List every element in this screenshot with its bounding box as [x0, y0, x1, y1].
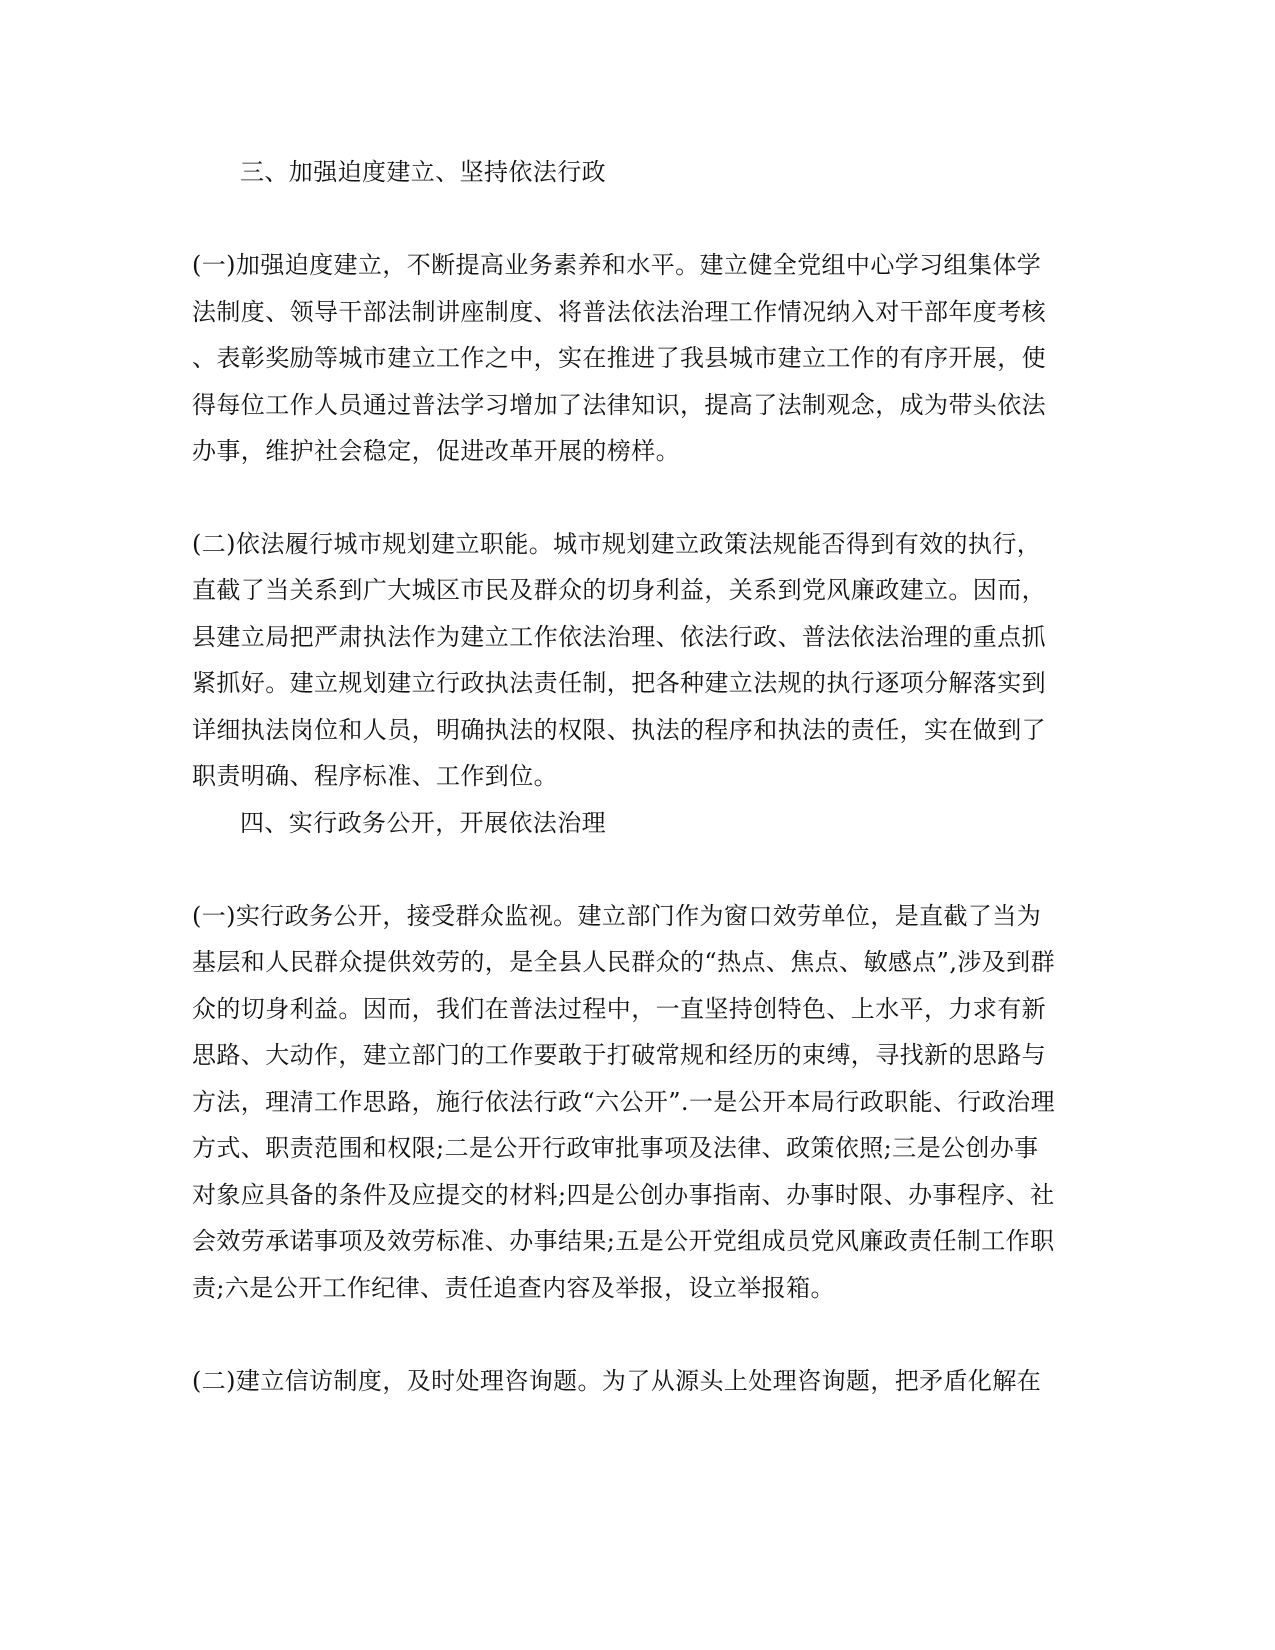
paragraph-line: 责;六是公开工作纪律、责任追查内容及举报，设立举报箱。	[192, 1274, 835, 1302]
paragraph-line: 职责明确、程序标准、工作到位。	[192, 762, 558, 790]
paragraph-line: 详细执法岗位和人员，明确执法的权限、执法的程序和执法的责任，实在做到了	[192, 716, 1046, 744]
section-heading-3: 三、加强迫度建立、坚持依法行政	[240, 158, 606, 186]
paragraph-line: 直截了当关系到广大城区市民及群众的切身利益，关系到党风廉政建立。因而，	[192, 576, 1046, 604]
paragraph-line: 办事，维护社会稳定，促进改革开展的榜样。	[192, 437, 680, 465]
paragraph-line: 会效劳承诺事项及效劳标准、办事结果;五是公开党组成员党风廉政责任制工作职	[192, 1227, 1055, 1255]
paragraph-line: 思路、大动作，建立部门的工作要敢于打破常规和经历的束缚，寻找新的思路与	[192, 1041, 1046, 1069]
paragraph-line: 对象应具备的条件及应提交的材料;四是公创办事指南、办事时限、办事程序、社	[192, 1181, 1055, 1209]
paragraph-line: (二)依法履行城市规划建立职能。城市规划建立政策法规能否得到有效的执行，	[192, 530, 1042, 558]
paragraph-line: 县建立局把严肃执法作为建立工作依法治理、依法行政、普法依法治理的重点抓	[192, 623, 1046, 651]
paragraph-line: 方式、职责范围和权限;二是公开行政审批事项及法律、政策依照;三是公创办事	[192, 1134, 1039, 1162]
section-heading-4: 四、实行政务公开，开展依法治理	[240, 809, 606, 837]
paragraph-line: (二)建立信访制度，及时处理咨询题。为了从源头上处理咨询题，把矛盾化解在	[192, 1367, 1042, 1395]
paragraph-line: 法制度、领导干部法制讲座制度、将普法依法治理工作情况纳入对干部年度考核	[192, 298, 1046, 326]
paragraph-line: 紧抓好。建立规划建立行政执法责任制，把各种建立法规的执行逐项分解落实到	[192, 669, 1046, 697]
paragraph-line: 众的切身利益。因而，我们在普法过程中，一直坚持创特色、上水平，力求有新	[192, 995, 1046, 1023]
paragraph-line: 得每位工作人员通过普法学习增加了法律知识，提高了法制观念，成为带头依法	[192, 391, 1046, 419]
paragraph-line: (一)加强迫度建立，不断提高业务素养和水平。建立健全党组中心学习组集体学	[192, 251, 1042, 279]
paragraph-line: (一)实行政务公开，接受群众监视。建立部门作为窗口效劳单位，是直截了当为	[192, 902, 1042, 930]
paragraph-line: 、表彰奖励等城市建立工作之中，实在推进了我县城市建立工作的有序开展，使	[192, 344, 1046, 372]
paragraph-line: 方法，理清工作思路，施行依法行政“六公开”.一是公开本局行政职能、行政治理	[192, 1088, 1055, 1116]
paragraph-line: 基层和人民群众提供效劳的，是全县人民群众的“热点、焦点、敏感点”,涉及到群	[192, 948, 1055, 976]
